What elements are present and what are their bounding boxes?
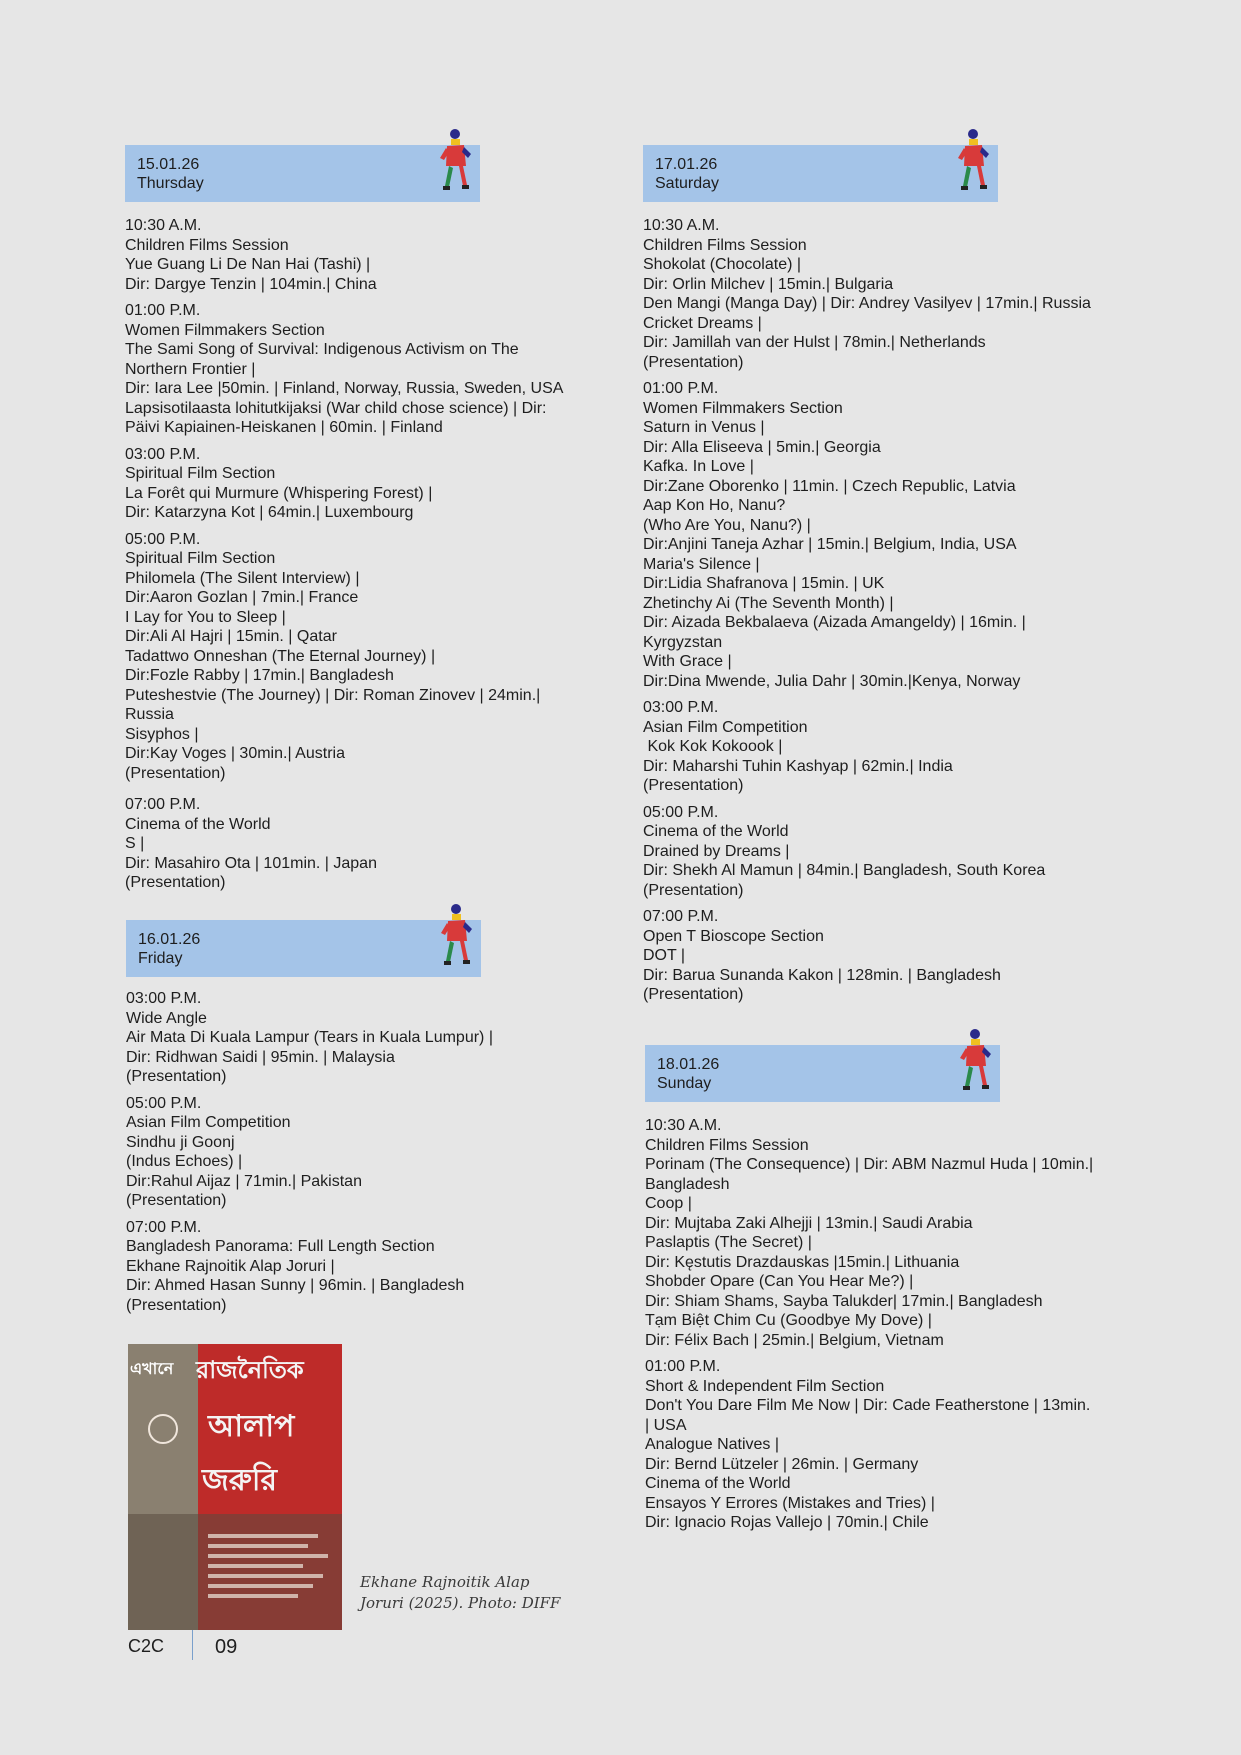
- event-line: 03:00 P.M.: [126, 990, 202, 1007]
- day-events: [126, 989, 626, 1315]
- event-line: Dir:Ali Al Hajri | 15min. | Qatar: [125, 628, 337, 645]
- event-line: With Grace |: [643, 653, 732, 670]
- event-line: Dir: Ignacio Rojas Vallejo | 70min.| Chile: [645, 1514, 929, 1531]
- poster-title-word: জরুরি: [202, 1463, 277, 1498]
- event-line: Puteshestvie (The Journey) | Dir: Roman Zinovev | 24min.|: [125, 686, 541, 704]
- event-line: Bangladesh: [645, 1175, 730, 1193]
- event-line: Shokolat (Chocolate) |: [643, 256, 802, 273]
- event-line: Porinam (The Consequence) | Dir: ABM Nazmul Huda | 10min.|: [645, 1156, 1094, 1173]
- event-line: Yue Guang Li De Nan Hai (Tashi) |: [125, 256, 371, 273]
- event-line: (Indus Echoes) |: [126, 1153, 243, 1170]
- event-line: Coop |: [645, 1195, 692, 1212]
- event-line: Asian Film Competition: [126, 1114, 291, 1131]
- page-number: 09: [215, 1636, 238, 1658]
- day-17-block: [643, 145, 1143, 1012]
- event-line: Dir: Kęstutis Drazdauskas |15min.| Lithuania: [645, 1253, 960, 1271]
- day-events: [643, 216, 1143, 1005]
- event-line: 01:00 P.M.: [645, 1358, 721, 1375]
- event-line: Shobder Opare (Can You Hear Me?) |: [645, 1273, 914, 1290]
- dancer-mascot-icon: [958, 1028, 992, 1098]
- day-weekday: Friday: [138, 950, 183, 967]
- event-entry: [643, 803, 1143, 901]
- event-line: Kok Kok Kokoook |: [643, 738, 783, 755]
- event-line: Asian Film Competition: [643, 718, 808, 736]
- event-line: Wide Angle: [126, 1009, 207, 1027]
- event-line: Drained by Dreams |: [643, 842, 790, 860]
- event-line: Cricket Dreams |: [643, 314, 762, 332]
- event-line: Don't You Dare Film Me Now | Dir: Cade Featherstone | 13min.: [645, 1397, 1091, 1414]
- event-line: (Presentation): [643, 353, 744, 371]
- event-line: Women Filmmakers Section: [643, 399, 843, 417]
- event-line: 05:00 P.M.: [126, 1094, 202, 1112]
- event-line: Dir: Mujtaba Zaki Alhejji | 13min.| Saudi Arabia: [645, 1214, 973, 1232]
- poster-title-word: রাজনৈতিক: [196, 1356, 304, 1384]
- event-line: Dir: Maharshi Tuhin Kashyap | 62min.| India: [643, 757, 953, 775]
- event-entry: [126, 1218, 626, 1316]
- event-line: Dir:Aaron Gozlan | 7min.| France: [125, 589, 359, 606]
- event-line: Dir:Zane Oborenko | 11min. | Czech Republic, Latvia: [643, 477, 1016, 495]
- day-header: [645, 1045, 1000, 1102]
- day-header: [126, 920, 481, 977]
- event-line: Open T Bioscope Section: [643, 927, 824, 945]
- day-date: 15.01.26: [137, 156, 200, 173]
- event-line: 05:00 P.M.: [643, 803, 719, 821]
- event-line: Kafka. In Love |: [643, 458, 754, 475]
- event-line: Päivi Kapiainen-Heiskanen | 60min. | Finland: [125, 419, 443, 436]
- event-line: DOT |: [643, 947, 686, 964]
- event-line: Dir: Aizada Bekbalaeva (Aizada Amangeldy) | 16min. |: [643, 614, 1026, 631]
- event-line: Analogue Natives |: [645, 1436, 780, 1453]
- event-line: Dir:Fozle Rabby | 17min.| Bangladesh: [125, 667, 394, 684]
- day-18-block: [645, 1045, 1145, 1540]
- caption-line: Joruri (2025). Photo: DIFF: [360, 1594, 561, 1612]
- event-line: Cinema of the World: [125, 815, 271, 833]
- day-date: 17.01.26: [655, 156, 718, 173]
- event-entry: [125, 216, 625, 294]
- event-line: 10:30 A.M.: [125, 217, 202, 234]
- event-line: Children Films Session: [643, 236, 807, 254]
- event-entry: [125, 530, 625, 784]
- event-line: (Presentation): [643, 986, 744, 1003]
- event-line: Tadattwo Onneshan (The Eternal Journey) |: [125, 647, 436, 665]
- event-line: (Presentation): [126, 1068, 227, 1085]
- day-header: [125, 145, 480, 202]
- event-entry: [643, 379, 1143, 691]
- event-entry: [643, 698, 1143, 796]
- caption-line: Ekhane Rajnoitik Alap: [360, 1573, 530, 1591]
- event-line: | USA: [645, 1416, 687, 1434]
- event-line: Tạm Biệt Chim Cu (Goodbye My Dove) |: [645, 1312, 932, 1329]
- event-line: 10:30 A.M.: [643, 217, 720, 234]
- event-line: Dir: Ridhwan Saidi | 95min. | Malaysia: [126, 1048, 395, 1066]
- event-line: Ekhane Rajnoitik Alap Joruri |: [126, 1257, 335, 1275]
- event-line: Lapsisotilaasta lohitutkijaksi (War child chose science) | Dir:: [125, 399, 547, 417]
- event-entry: [643, 907, 1143, 1005]
- event-line: Dir: Barua Sunanda Kakon | 128min. | Bangladesh: [643, 966, 1001, 984]
- event-line: Dir:Dina Mwende, Julia Dahr | 30min.|Kenya, Norway: [643, 672, 1021, 690]
- event-line: Spiritual Film Section: [125, 465, 276, 482]
- event-line: Short & Independent Film Section: [645, 1377, 885, 1395]
- day-weekday: Sunday: [657, 1075, 712, 1092]
- photo-caption: [360, 1572, 560, 1614]
- event-line: Dir:Rahul Aijaz | 71min.| Pakistan: [126, 1172, 362, 1190]
- event-line: Northern Frontier |: [125, 360, 256, 378]
- event-line: Dir: Bernd Lützeler | 26min. | Germany: [645, 1455, 919, 1473]
- film-poster-photo: [128, 1344, 342, 1630]
- event-line: Cinema of the World: [643, 823, 789, 840]
- event-line: Dir:Anjini Taneja Azhar | 15min.| Belgium, India, USA: [643, 536, 1017, 553]
- event-line: Women Filmmakers Section: [125, 321, 325, 339]
- event-line: Bangladesh Panorama: Full Length Section: [126, 1238, 435, 1255]
- event-line: 01:00 P.M.: [643, 380, 719, 397]
- day-weekday: Thursday: [137, 175, 204, 192]
- event-line: Dir: Iara Lee |50min. | Finland, Norway, Russia, Sweden, USA: [125, 380, 564, 397]
- event-line: Dir: Shiam Shams, Sayba Talukder| 17min.| Bangladesh: [645, 1292, 1043, 1310]
- event-line: Spiritual Film Section: [125, 550, 276, 567]
- day-16-block: [126, 920, 626, 1322]
- event-line: Dir:Kay Voges | 30min.| Austria: [125, 745, 345, 762]
- event-entry: [643, 216, 1143, 372]
- event-line: Dir: Katarzyna Kot | 64min.| Luxembourg: [125, 504, 414, 521]
- event-entry: [125, 445, 625, 523]
- event-line: Philomela (The Silent Interview) |: [125, 569, 360, 587]
- event-line: Paslaptis (The Secret) |: [645, 1234, 812, 1251]
- event-line: La Forêt qui Murmure (Whispering Forest) |: [125, 484, 433, 502]
- day-events: [125, 216, 625, 893]
- day-weekday: Saturday: [655, 175, 720, 192]
- event-line: Dir: Ahmed Hasan Sunny | 96min. | Bangladesh: [126, 1277, 465, 1294]
- dancer-mascot-icon: [956, 128, 990, 198]
- day-15-block: [125, 145, 625, 900]
- magazine-name: C2C: [128, 1636, 165, 1656]
- event-line: Sindhu ji Goonj: [126, 1133, 235, 1151]
- event-line: Russia: [125, 706, 174, 723]
- event-line: (Presentation): [126, 1192, 227, 1209]
- event-entry: [126, 989, 626, 1087]
- event-line: Cinema of the World: [645, 1475, 791, 1492]
- event-line: Dir: Félix Bach | 25min.| Belgium, Vietnam: [645, 1331, 944, 1349]
- event-entry: [125, 301, 625, 438]
- event-line: 07:00 P.M.: [126, 1218, 202, 1236]
- event-line: (Presentation): [126, 1296, 227, 1314]
- event-line: Dir: Dargye Tenzin | 104min.| China: [125, 275, 377, 293]
- event-line: 07:00 P.M.: [643, 908, 719, 925]
- event-line: S |: [125, 835, 145, 852]
- event-line: (Presentation): [643, 881, 744, 899]
- event-line: 03:00 P.M.: [125, 445, 201, 463]
- event-line: I Lay for You to Sleep |: [125, 608, 286, 626]
- event-line: Dir: Alla Eliseeva | 5min.| Georgia: [643, 438, 881, 456]
- event-line: 01:00 P.M.: [125, 302, 201, 319]
- event-line: 05:00 P.M.: [125, 530, 201, 548]
- event-line: Children Films Session: [645, 1136, 809, 1154]
- event-entry: [645, 1116, 1145, 1350]
- day-events: [645, 1116, 1145, 1533]
- event-line: Dir: Shekh Al Mamun | 84min.| Bangladesh, South Korea: [643, 862, 1046, 879]
- footer-divider: [192, 1630, 193, 1660]
- event-line: 10:30 A.M.: [645, 1117, 722, 1134]
- event-line: Kyrgyzstan: [643, 633, 723, 651]
- event-line: Dir: Orlin Milchev | 15min.| Bulgaria: [643, 275, 894, 293]
- event-line: (Presentation): [125, 764, 226, 782]
- event-line: Maria's Silence |: [643, 555, 760, 573]
- event-entry: [645, 1357, 1145, 1533]
- event-line: Den Mangi (Manga Day) | Dir: Andrey Vasilyev | 17min.| Russia: [643, 295, 1091, 312]
- event-line: (Presentation): [643, 777, 744, 794]
- dancer-mascot-icon: [438, 128, 472, 198]
- day-date: 16.01.26: [138, 931, 201, 948]
- event-line: Aap Kon Ho, Nanu?: [643, 497, 786, 514]
- event-line: Children Films Session: [125, 236, 289, 254]
- event-line: Dir:Lidia Shafranova | 15min. | UK: [643, 575, 885, 592]
- event-line: Sisyphos |: [125, 725, 199, 743]
- event-line: (Presentation): [125, 874, 226, 891]
- event-line: Air Mata Di Kuala Lampur (Tears in Kuala Lumpur) |: [126, 1029, 493, 1046]
- event-entry: [125, 795, 625, 893]
- day-date: 18.01.26: [657, 1056, 720, 1073]
- event-line: Dir: Jamillah van der Hulst | 78min.| Netherlands: [643, 334, 986, 351]
- poster-title-word: এখানে: [130, 1359, 174, 1378]
- event-line: The Sami Song of Survival: Indigenous Activism on The: [125, 341, 519, 358]
- poster-title-word: আলাপ: [208, 1409, 295, 1444]
- dancer-mascot-icon: [439, 903, 473, 973]
- event-line: Saturn in Venus |: [643, 419, 765, 436]
- event-line: Dir: Masahiro Ota | 101min. | Japan: [125, 854, 377, 872]
- event-line: 07:00 P.M.: [125, 796, 201, 813]
- event-entry: [126, 1094, 626, 1211]
- event-line: Zhetinchy Ai (The Seventh Month) |: [643, 594, 894, 612]
- event-line: Ensayos Y Errores (Mistakes and Tries) |: [645, 1494, 935, 1512]
- event-line: 03:00 P.M.: [643, 699, 719, 716]
- day-header: [643, 145, 998, 202]
- event-line: (Who Are You, Nanu?) |: [643, 516, 811, 534]
